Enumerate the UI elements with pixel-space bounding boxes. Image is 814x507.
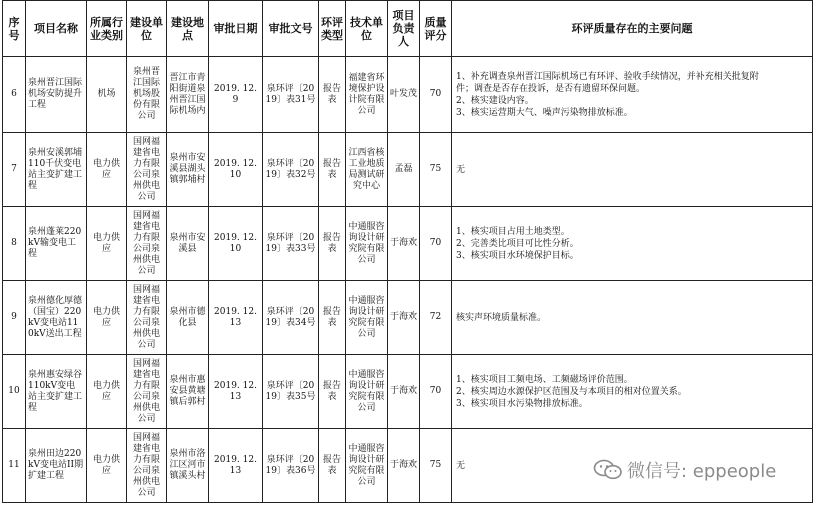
- project-name: 泉州田边220kV变电站II期扩建工程: [26, 429, 87, 503]
- eia-type: 报告表: [319, 281, 346, 355]
- problem-line: 核实声环境质量标准。: [456, 312, 547, 323]
- quality-score: 70: [420, 207, 452, 281]
- problem-line: 件；调查是否存在投诉，是否有遗留环保问题。: [456, 83, 646, 94]
- row-number: 8: [3, 207, 26, 281]
- main-problems: [452, 133, 813, 207]
- eia-type: 报告表: [319, 355, 346, 429]
- approval-date: 2019. 12. 13: [209, 355, 263, 429]
- problem-line: 1、补充调查泉州晋江国际机场已有环评、验收手续情况，并补充相关批复附: [456, 71, 759, 82]
- technical-unit: 中通服咨询设计研究院有限公司: [346, 355, 388, 429]
- header-cell: 审批文号: [263, 1, 319, 57]
- construction-unit: 国网福建省电力有限公司泉州供电公司: [127, 207, 167, 281]
- main-problems: [452, 207, 813, 281]
- header-cell: 审批日期: [209, 1, 263, 57]
- technical-unit: 福建省环境保护设计院有限公司: [346, 57, 388, 133]
- table-row: [3, 133, 813, 207]
- project-name: 泉州德化厚德（国宝）220kV变电站110kV送出工程: [26, 281, 87, 355]
- construction-unit: 国网福建省电力有限公司泉州供电公司: [127, 281, 167, 355]
- industry-category: 电力供应: [87, 281, 127, 355]
- table-row: [3, 207, 813, 281]
- wechat-icon: [593, 459, 623, 481]
- eia-type: 报告表: [319, 429, 346, 503]
- construction-site: 泉州市德化县: [167, 281, 209, 355]
- quality-score: 75: [420, 429, 452, 503]
- construction-site: 泉州市安溪县: [167, 207, 209, 281]
- header-cell: 项目名称: [26, 1, 87, 57]
- table-row: [3, 355, 813, 429]
- header-cell: 项目负责人: [388, 1, 420, 57]
- header-cell: 环评类型: [319, 1, 346, 57]
- quality-score: 72: [420, 281, 452, 355]
- approval-number: 泉环评〔2019〕表36号: [263, 429, 319, 503]
- main-problems: [452, 355, 813, 429]
- construction-site: 晋江市青阳街道泉州晋江国际机场内: [167, 57, 209, 133]
- problem-line: 2、完善类比项目可比性分析。: [456, 238, 579, 249]
- project-leader: 于海欢: [388, 281, 420, 355]
- industry-category: 机场: [87, 57, 127, 133]
- problem-line: 1、核实项目占用土地类型。: [456, 226, 570, 237]
- approval-date: 2019. 12. 13: [209, 429, 263, 503]
- technical-unit: 江西省核工业地质局测试研究中心: [346, 133, 388, 207]
- industry-category: 电力供应: [87, 133, 127, 207]
- approval-date: 2019. 12. 9: [209, 57, 263, 133]
- row-number: 10: [3, 355, 26, 429]
- main-problems: [452, 281, 813, 355]
- project-leader: 叶发茂: [388, 57, 420, 133]
- problem-line: 2、核实建设内容。: [456, 95, 534, 106]
- header-cell: 所属行业类别: [87, 1, 127, 57]
- quality-score: 70: [420, 355, 452, 429]
- industry-category: 电力供应: [87, 429, 127, 503]
- row-number: 7: [3, 133, 26, 207]
- construction-unit: 国网福建省电力有限公司泉州供电公司: [127, 133, 167, 207]
- technical-unit: 中通服咨询设计研究院有限公司: [346, 207, 388, 281]
- project-leader: 于海欢: [388, 429, 420, 503]
- approval-date: 2019. 12. 10: [209, 133, 263, 207]
- row-number: 9: [3, 281, 26, 355]
- problem-line: 2、核实周边水源保护区范围及与本项目的相对位置关系。: [456, 386, 687, 397]
- problem-line: 3、核实项目水环境保护目标。: [456, 250, 579, 261]
- approval-number: 泉环评〔2019〕表32号: [263, 133, 319, 207]
- construction-unit: 国网福建省电力有限公司泉州供电公司: [127, 429, 167, 503]
- header-cell: 序号: [3, 1, 26, 57]
- approval-number: 泉环评〔2019〕表35号: [263, 355, 319, 429]
- eia-type: 报告表: [319, 133, 346, 207]
- problem-line: 无: [456, 460, 466, 471]
- project-leader: 于海欢: [388, 207, 420, 281]
- problem-line: 1、核实项目工频电场、工频磁场评价范围。: [456, 374, 633, 385]
- eia-quality-table: [2, 0, 813, 503]
- construction-unit: 泉州晋江国际机场股份有限公司: [127, 57, 167, 133]
- construction-site: 泉州市惠安县黄塘镇后郭村: [167, 355, 209, 429]
- table-row: [3, 57, 813, 133]
- header-cell: 技术单位: [346, 1, 388, 57]
- approval-number: 泉环评〔2019〕表31号: [263, 57, 319, 133]
- project-name: 泉州蓬莱220kV输变电工程: [26, 207, 87, 281]
- header-cell: 建设地点: [167, 1, 209, 57]
- problem-line: 无: [456, 164, 466, 175]
- project-leader: 孟磊: [388, 133, 420, 207]
- eia-type: 报告表: [319, 207, 346, 281]
- row-number: 6: [3, 57, 26, 133]
- approval-date: 2019. 12. 13: [209, 281, 263, 355]
- construction-site: 泉州市安溪县湖头镇郭埔村: [167, 133, 209, 207]
- problem-line: 3、核实项目水污染物排放标准。: [456, 398, 588, 409]
- project-name: 泉州安溪郭埔110千伏变电站主变扩建工程: [26, 133, 87, 207]
- construction-unit: 国网福建省电力有限公司泉州供电公司: [127, 355, 167, 429]
- eia-type: 报告表: [319, 57, 346, 133]
- project-leader: 于海欢: [388, 355, 420, 429]
- quality-score: 75: [420, 133, 452, 207]
- technical-unit: 中通服咨询设计研究院有限公司: [346, 429, 388, 503]
- header-cell: 质量评分: [420, 1, 452, 57]
- project-name: 泉州晋江国际机场安防提升工程: [26, 57, 87, 133]
- industry-category: 电力供应: [87, 355, 127, 429]
- project-name: 泉州惠安绿谷110kV变电站主变扩建工程: [26, 355, 87, 429]
- quality-score: 70: [420, 57, 452, 133]
- approval-number: 泉环评〔2019〕表33号: [263, 207, 319, 281]
- technical-unit: 中通服咨询设计研究院有限公司: [346, 281, 388, 355]
- watermark: [593, 456, 813, 484]
- problem-line: 3、核实运营期大气、噪声污染物排放标准。: [456, 107, 633, 118]
- approval-date: 2019. 12. 10: [209, 207, 263, 281]
- header-cell: 环评质量存在的主要问题: [452, 1, 813, 57]
- table-row: [3, 281, 813, 355]
- approval-number: 泉环评〔2019〕表34号: [263, 281, 319, 355]
- header-cell: 建设单位: [127, 1, 167, 57]
- construction-site: 泉州市洛江区河市镇溪头村: [167, 429, 209, 503]
- main-problems: [452, 57, 813, 133]
- industry-category: 电力供应: [87, 207, 127, 281]
- header-row: [3, 1, 813, 57]
- watermark-text: 微信号: eppeople: [627, 461, 777, 482]
- row-number: 11: [3, 429, 26, 503]
